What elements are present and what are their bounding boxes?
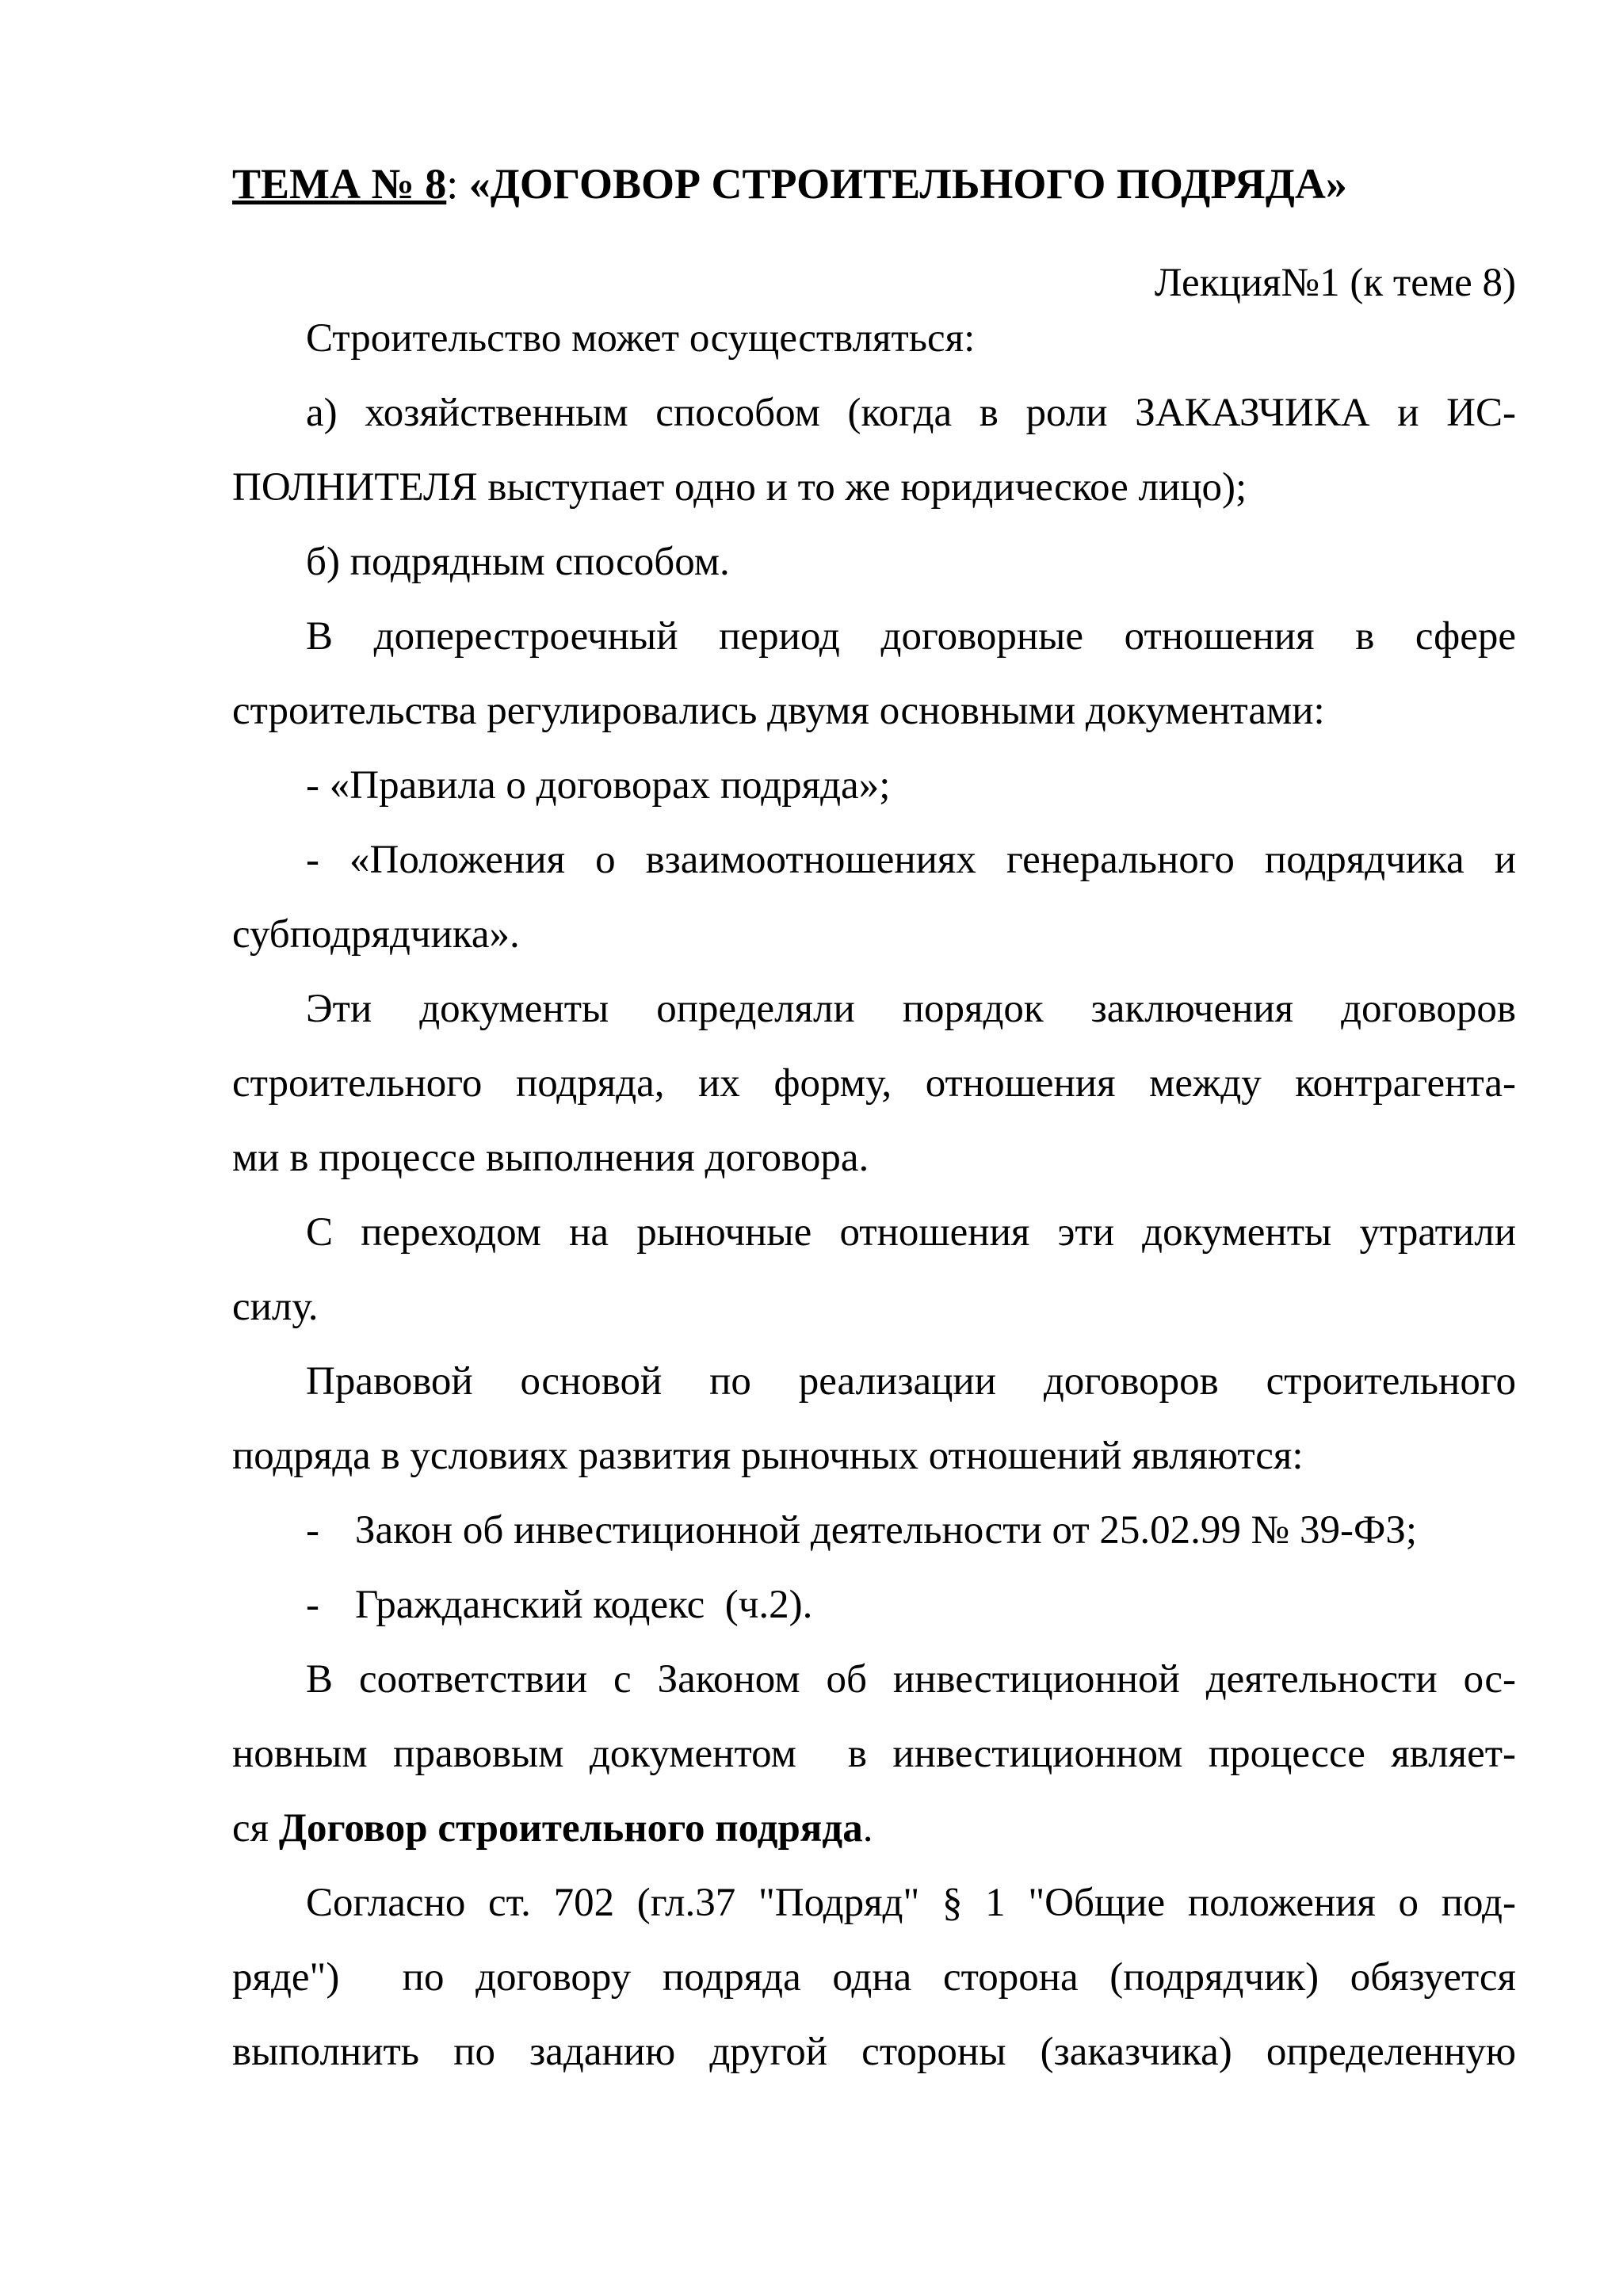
list-item-text: Закон об инвестиционной деятельности от 25.02.99 № 39-ФЗ;	[355, 1508, 1418, 1553]
paragraph-line: субподрядчика».	[232, 912, 520, 957]
list-item	[306, 1577, 1516, 1633]
list-item	[306, 1503, 1516, 1558]
paragraph-line: силу.	[232, 1285, 319, 1329]
list-dash: -	[306, 1508, 319, 1553]
list-dash: -	[306, 1583, 319, 1627]
paragraph-line: Строительство может осуществляться:	[306, 316, 976, 361]
paragraph-line: б) подрядным способом.	[306, 540, 730, 584]
page-title	[232, 156, 1516, 212]
paragraph-line: ми в процессе выполнения договора.	[232, 1136, 869, 1180]
paragraph-line: Эти документы определяли порядок заключения договоров	[306, 987, 1516, 1031]
lecture-reference: Лекция№1 (к теме 8)	[1154, 261, 1516, 305]
paragraph-line: новным правовым документом в инвестиционном процессе являет-	[232, 1732, 1516, 1776]
paragraph-line: а) хозяйственным способом (когда в роли ЗАКАЗЧИКА и ИС-	[306, 391, 1516, 435]
paragraph-line: С переходом на рыночные отношения эти документы утратили	[306, 1210, 1516, 1255]
paragraph-line: ПОЛНИТЕЛЯ выступает одно и то же юридическое лицо);	[232, 465, 1247, 510]
list-item-text: Гражданский кодекс (ч.2).	[355, 1583, 813, 1627]
paragraph-line: выполнить по заданию другой стороны (заказчика) определенную	[232, 2030, 1516, 2074]
paragraph-line: строительства регулировались двумя основными документами:	[232, 689, 1325, 733]
paragraph-line	[232, 1801, 1516, 1856]
paragraph-line: В доперестроечный период договорные отношения в сфере	[306, 614, 1516, 659]
line-text: .	[862, 1806, 873, 1851]
title-colon: :	[446, 160, 459, 208]
paragraph-line: строительного подряда, их форму, отношения между контрагента-	[232, 1061, 1516, 1106]
paragraph-line: Согласно ст. 702 (гл.37 "Подряд" § 1 "Общие положения о под-	[306, 1881, 1516, 1925]
paragraph-line: В соответствии с Законом об инвестиционной деятельности ос-	[306, 1657, 1516, 1702]
paragraph-line: подряда в условиях развития рыночных отношений являются:	[232, 1434, 1304, 1478]
list-item: - «Положения о взаимоотношениях генерального подрядчика и	[306, 838, 1516, 882]
topic-name: «ДОГОВОР СТРОИТЕЛЬНОГО ПОДРЯДА»	[458, 160, 1347, 208]
bold-term: Договор строительного подряда	[278, 1806, 863, 1851]
topic-number: ТЕМА № 8	[232, 160, 447, 208]
line-text: ся	[232, 1806, 279, 1851]
paragraph-line: Правовой основой по реализации договоров строительного	[306, 1359, 1516, 1404]
list-item: - «Правила о договорах подряда»;	[306, 763, 891, 808]
paragraph-line: ряде") по договору подряда одна сторона (подрядчик) обязуется	[232, 1955, 1516, 2000]
